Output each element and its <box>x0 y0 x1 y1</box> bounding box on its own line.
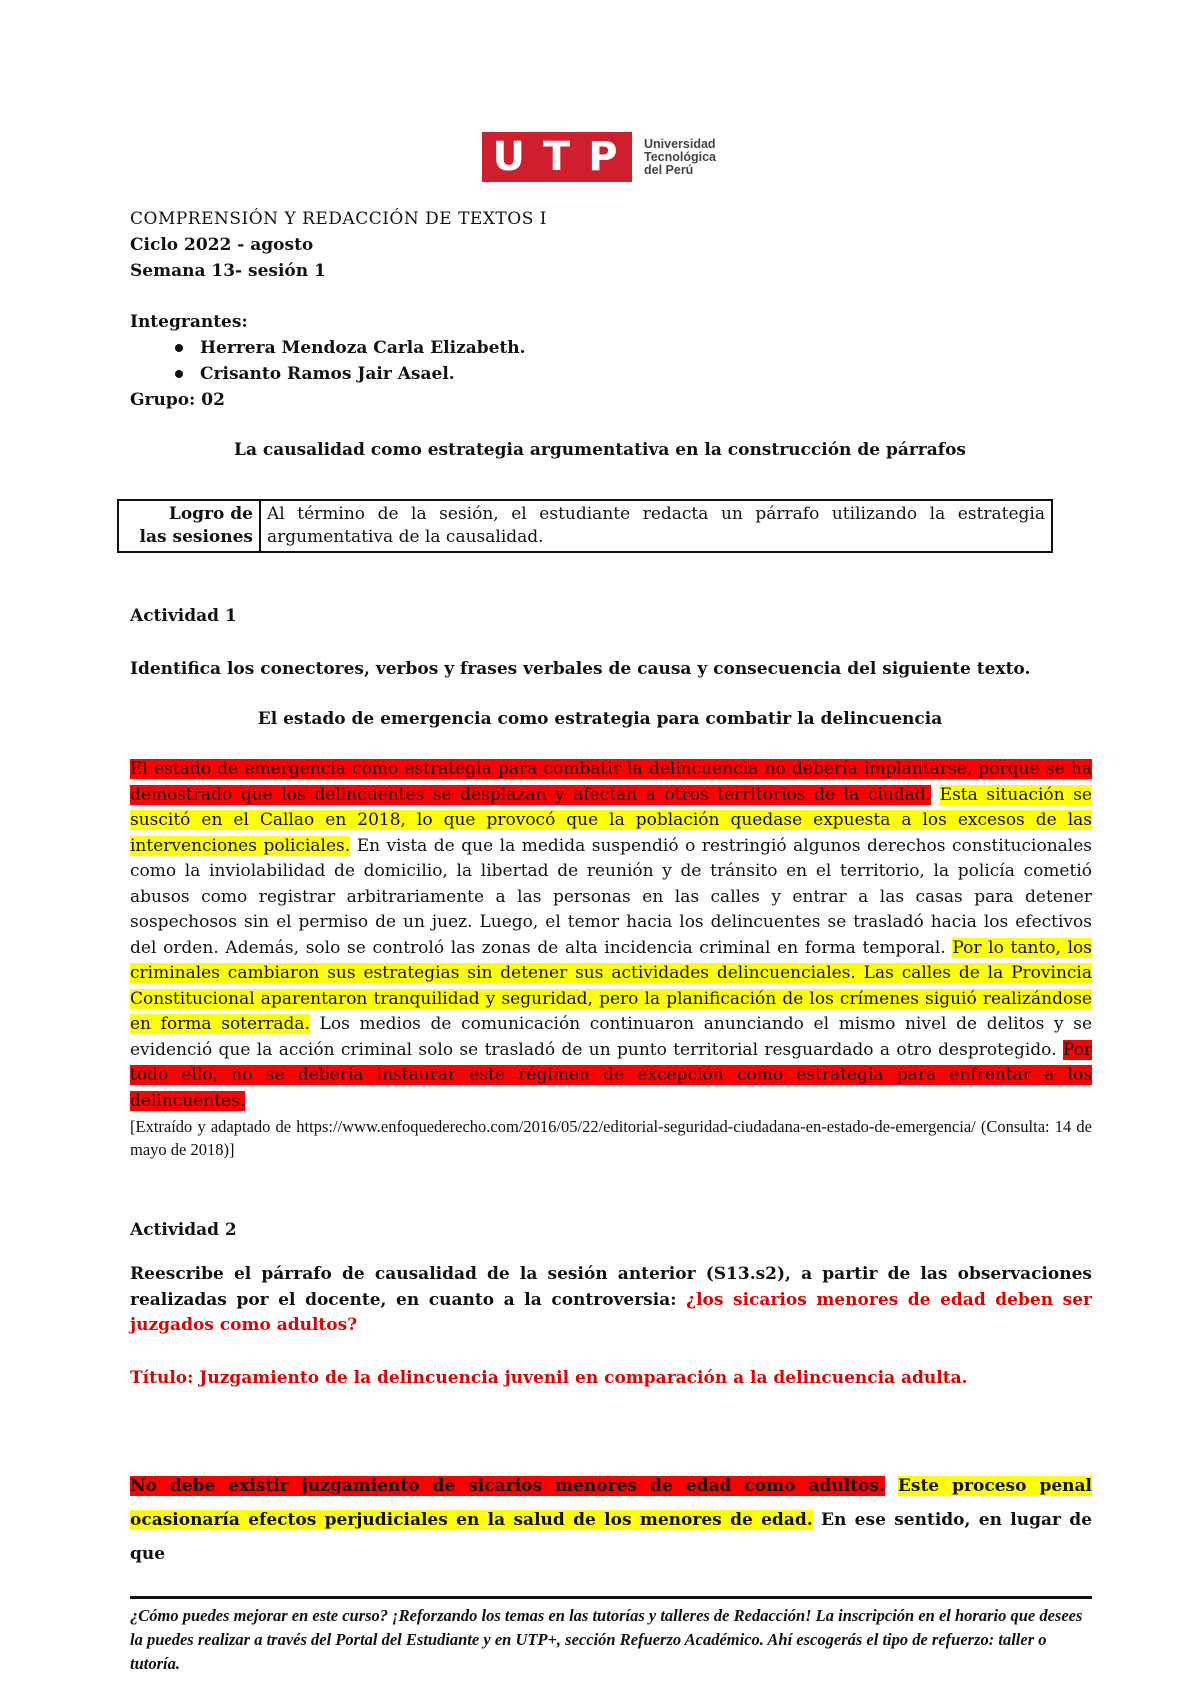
member-item: Crisanto Ramos Jair Asael. <box>200 361 1090 387</box>
members-label: Integrantes: <box>130 312 248 332</box>
utp-logo <box>482 132 716 182</box>
members-block <box>130 309 1090 413</box>
source-citation: [Extraído y adaptado de https://www.enfoquederecho.com/2016/05/22/editorial-seguridad-ciudadana-en-estado-de-emergencia/ (Consulta: 14 de mayo de 2018)] <box>130 1117 1092 1159</box>
highlight-red: Por todo ello, no se debería instaurar este régimen de excepción como estrategia para enfrentar a los delincuentes. <box>130 1039 1093 1111</box>
activity1-paragraph <box>130 757 1092 1114</box>
session-title: La causalidad como estrategia argumentativa en la construcción de párrafos <box>233 440 966 460</box>
highlight-yellow: Esta situación se suscitó en el Callao en 2018, lo que provocó que la población quedase expuesta a los excesos de las intervenciones policiales. <box>130 784 1092 856</box>
highlight-red: No debe existir juzgamiento de sicarios menores de edad como adultos. <box>130 1476 885 1496</box>
logo-wordmark <box>644 138 716 177</box>
logo-line-2: Tecnológica <box>644 149 717 164</box>
course-header <box>130 206 1090 284</box>
activity2-label: Actividad 2 <box>130 1220 237 1240</box>
footer-note: ¿Cómo puedes mejorar en este curso? ¡Reforzando los temas en las tutorías y talleres de Redacción! La inscripción en el horario que desees la puedes realizar a través del Portal del Estudiante y en UTP+, sección Refuerzo Académico. Ahí escogerás el tipo de refuerzo: taller o tutoría. <box>130 1606 1083 1673</box>
group-line: Grupo: 02 <box>130 390 225 410</box>
footer-divider <box>130 1596 1092 1599</box>
plain-text: En ese sentido, en lugar de que <box>130 1510 1093 1564</box>
highlight-red: El estado de emergencia como estrategia para combatir la delincuencia no debería implantarse, porque se ha demostrado que los delincuentes se desplazan y afectan a otros territorios de la ciudad. <box>130 759 1092 805</box>
highlight-yellow: Este proceso penal ocasionaría efectos perjudiciales en la salud de los menores de edad. <box>130 1476 1093 1530</box>
activity1-label: Actividad 1 <box>130 606 237 626</box>
logo-line-3: del Perú <box>644 162 694 177</box>
controversy-question: ¿los sicarios menores de edad deben ser juzgados como adultos? <box>130 1289 1093 1335</box>
goal-label-line-2: las sesiones <box>139 527 253 547</box>
activity1-instruction: Identifica los conectores, verbos y frases verbales de causa y consecuencia del siguiente texto. <box>130 659 1031 679</box>
week-line: Semana 13- sesión 1 <box>130 261 326 281</box>
members-list <box>130 335 1090 387</box>
goal-table <box>117 499 1053 553</box>
plain-text: Los medios de comunicación continuaron anunciando el mismo nivel de delitos y se evidenció que la acción criminal solo se trasladó de un punto territorial resguardado a otro desprotegido. <box>130 1014 1093 1060</box>
cycle-line: Ciclo 2022 - agosto <box>130 235 314 255</box>
goal-text: Al término de la sesión, el estudiante redacta un párrafo utilizando la estrategia argumentativa de la causalidad. <box>260 500 1052 552</box>
logo-line-1: Universidad <box>644 136 716 151</box>
plain-text: En vista de que la medida suspendió o restringió algunos derechos constitucionales como la inviolabilidad de domicilio, la libertad de reunión y de tránsito en el territorio, la policía cometió abusos como registrar arbitrariamente a las personas en las calles y entrar a las casas para detener sospechosos sin el permiso de un juez. Luego, el temor hacia los delincuentes se trasladó hacia los efectivos del orden. Además, solo se controló las zonas de alta incidencia criminal en forma temporal. <box>130 835 1093 958</box>
member-item: Herrera Mendoza Carla Elizabeth. <box>200 335 1090 361</box>
activity2-instruction <box>130 1262 1092 1339</box>
text-title: El estado de emergencia como estrategia para combatir la delincuencia <box>257 709 943 729</box>
activity2-title: Título: Juzgamiento de la delincuencia juvenil en comparación a la delincuencia adulta. <box>130 1368 968 1388</box>
goal-label <box>118 500 260 552</box>
logo-letters: UTP <box>482 132 632 182</box>
instruction-text: Reescribe el párrafo de causalidad de la sesión anterior (S13.s2), a partir de las observaciones realizadas por el docente, en cuanto a la controversia: <box>130 1264 1092 1310</box>
goal-label-line-1: Logro de <box>168 504 253 524</box>
highlight-yellow: Por lo tanto, los criminales cambiaron sus estrategias sin detener sus actividades delincuenciales. Las calles de la Provincia Constitucional aparentaron tranquilidad y seguridad, pero la planificación de los crímenes siguió realizándose en forma soterrada. <box>130 937 1093 1034</box>
course-title: COMPRENSIÓN Y REDACCIÓN DE TEXTOS I <box>130 209 547 229</box>
activity2-paragraph <box>130 1469 1092 1571</box>
